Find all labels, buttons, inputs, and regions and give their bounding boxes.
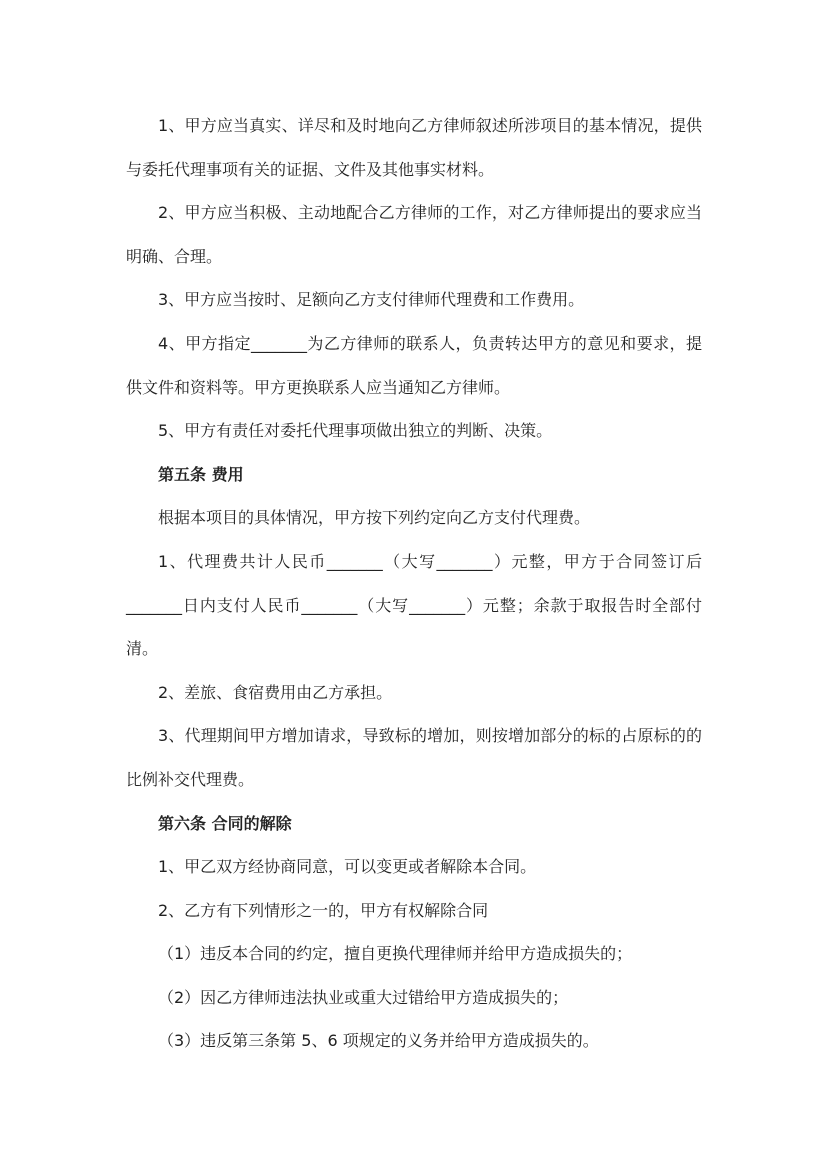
article-6-heading: 第六条 合同的解除 xyxy=(158,813,292,833)
document-page xyxy=(126,104,702,1063)
obligation-5: 5、甲方有责任对委托代理事项做出独立的判断、决策。 xyxy=(158,421,553,441)
article-5-intro: 根据本项目的具体情况，甲方按下列约定向乙方支付代理费。 xyxy=(158,508,591,528)
obligation-1: 1、甲方应当真实、详尽和及时地向乙方律师叙述所涉项目的基本情况，提供与委托代理事项有关的证据、文件及其他事实材料。 xyxy=(126,116,702,179)
article-5-item-3: 3、代理期间甲方增加请求，导致标的增加，则按增加部分的标的占原标的的比例补交代理费。 xyxy=(126,726,702,789)
article-6-item-2: 2、乙方有下列情形之一的，甲方有权解除合同 xyxy=(158,900,489,920)
obligation-4: 4、甲方指定_______为乙方律师的联系人，负责转达甲方的意见和要求，提供文件和资料等。甲方更换联系人应当通知乙方律师。 xyxy=(126,333,702,397)
article-5-item-1: 1、代理费共计人民币_______（大写_______）元整，甲方于合同签订后_______日内支付人民币_______（大写_______）元整；余款于取报告时全部付清。 xyxy=(126,551,702,659)
article-6-item-1: 1、甲乙双方经协商同意，可以变更或者解除本合同。 xyxy=(158,857,537,877)
article-6-subitem-1: （1）违反本合同的约定，擅自更换代理律师并给甲方造成损失的； xyxy=(158,944,633,964)
obligation-2: 2、甲方应当积极、主动地配合乙方律师的工作，对乙方律师提出的要求应当明确、合理。 xyxy=(126,203,702,266)
article-6-subitem-3: （3）违反第三条第 5、6 项规定的义务并给甲方造成损失的。 xyxy=(158,1031,599,1051)
article-5-item-2: 2、差旅、食宿费用由乙方承担。 xyxy=(158,682,393,702)
obligation-3: 3、甲方应当按时、足额向乙方支付律师代理费和工作费用。 xyxy=(158,290,585,310)
article-6-subitem-2: （2）因乙方律师违法执业或重大过错给甲方造成损失的； xyxy=(158,987,569,1007)
article-5-heading: 第五条 费用 xyxy=(158,464,244,484)
